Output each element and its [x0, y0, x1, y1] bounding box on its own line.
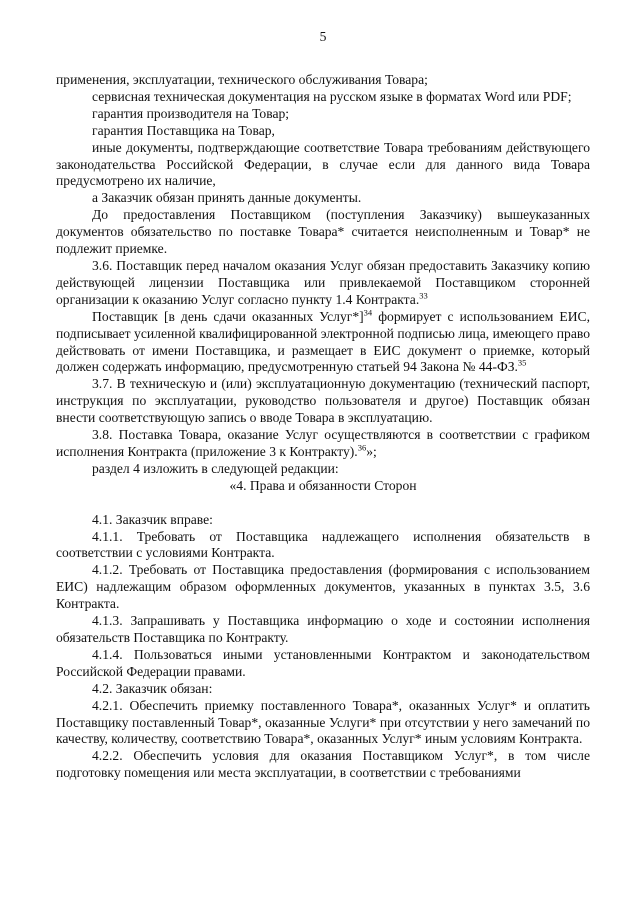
- paragraph: иные документы, подтверждающие соответствие Товара требованиям действующего законодательства Российской Федерации, в случае если для данного вида Товара предусмотрено их наличие,: [56, 139, 590, 189]
- paragraph: 3.6. Поставщик перед началом оказания Услуг обязан предоставить Заказчику копию действующей лицензии Поставщика или привлекаемой Поставщиком сторонней организации к оказанию Услуг согласно пункту 1.4 Контракта.$^{33}$: [56, 257, 590, 307]
- footnote-ref: 35: [517, 357, 527, 368]
- paragraph: Поставщик [в день сдачи оказанных Услуг*]$^{34}$ формирует с использованием ЕИС, подписывает усиленной квалифицированной электронной подписью лица, имеющего право действовать от имени Поставщика, и размещает в ЕИС документ о приемке, который должен содержать информацию, предусмотренную статьей 94 Закона № 44-ФЗ.$^{35}$: [56, 307, 590, 375]
- paragraph: раздел 4 изложить в следующей редакции:: [92, 460, 339, 476]
- paragraph: 4.1.3. Запрашивать у Поставщика информацию о ходе и состоянии исполнения обязательств Поставщика по Контракту.: [56, 613, 590, 645]
- footnote-ref: 34: [363, 307, 373, 318]
- paragraph: 4.2.2. Обеспечить условия для оказания Поставщиком Услуг*, в том числе подготовку помещения или места эксплуатации, в соответствии с требованиями: [56, 748, 590, 781]
- paragraph: 3.8. Поставка Товара, оказание Услуг осуществляются в соответствии с графиком исполнения Контракта (приложение 3 к Контракту).$^{36}$»;: [56, 427, 590, 459]
- paragraph: 4.1. Заказчик вправе:: [92, 511, 213, 527]
- paragraph: До предоставления Поставщиком (поступления Заказчику) вышеуказанных документов обязательство по поставке Товара* считается неисполненным и Товар* не подлежит приемке.: [56, 207, 590, 257]
- paragraph: а Заказчик обязан принять данные документы.: [92, 190, 362, 206]
- paragraph: 4.1.2. Требовать от Поставщика предоставления (формирования с использованием ЕИС) надлежащим образом оформленных документов, указанных в пунктах 3.5, 3.6 Контракта.: [56, 562, 590, 612]
- paragraph: 4.2. Заказчик обязан:: [92, 680, 213, 696]
- footnote-ref: 36: [357, 442, 367, 453]
- footnote-ref: 33: [419, 290, 428, 301]
- paragraph: сервисная техническая документация на русском языке в форматах Word или PDF;: [92, 88, 572, 104]
- spacer: [56, 495, 590, 512]
- paragraph: гарантия Поставщика на Товар,: [92, 122, 275, 138]
- paragraph: 4.1.4. Пользоваться иными установленными Контрактом и законодательством Российской Федерации правами.: [56, 646, 590, 679]
- document-body: [56, 72, 590, 782]
- page-number: 5: [319, 29, 327, 44]
- paragraph: применения, эксплуатации, технического обслуживания Товара;: [56, 72, 428, 87]
- section-heading: «4. Права и обязанности Сторон: [229, 477, 417, 493]
- paragraph: 4.1.1. Требовать от Поставщика надлежащего исполнения обязательств в соответствии с условиями Контракта.: [56, 528, 590, 561]
- paragraph: 4.2.1. Обеспечить приемку поставленного Товара*, оказанных Услуг* и оплатить Поставщику поставленный Товар*, оказанные Услуги* при отсутствии у него замечаний по качеству, количеству, соответствию Товара*, оказанных Услуг* иным условиям Контракта.: [56, 697, 590, 747]
- paragraph: 3.7. В техническую и (или) эксплуатационную документацию (технический паспорт, инструкция по эксплуатации, руководство пользователя и другое) Поставщик обязан внести соответствующую запись о вводе Товара в эксплуатацию.: [56, 376, 590, 426]
- paragraph: гарантия производителя на Товар;: [92, 105, 290, 121]
